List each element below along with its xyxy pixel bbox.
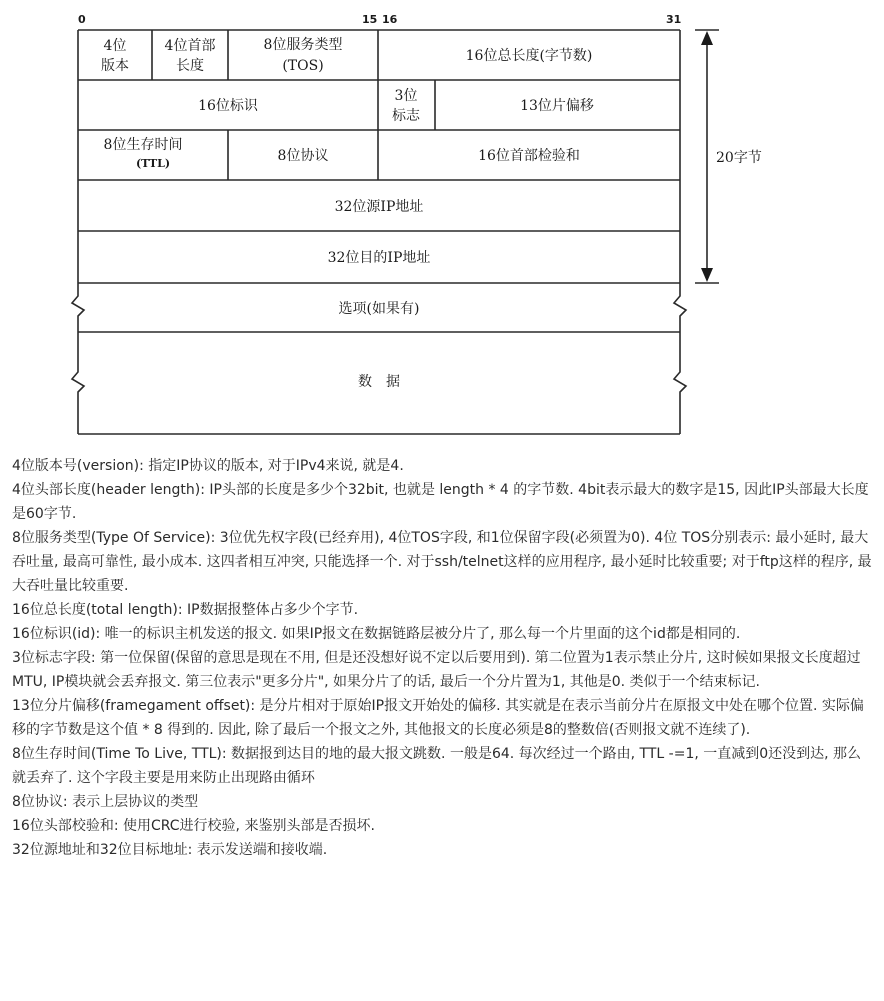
right-break-border (674, 283, 686, 434)
desc-identification: 16位标识(id): 唯一的标识主机发送的报文. 如果IP报文在数据链路层被分片了, 那么每一个片里面的这个id都是相同的. (12, 626, 741, 642)
field-source-ip: 32位源IP地址 (334, 199, 424, 215)
field-tos-label-2: (TOS) (282, 58, 324, 74)
field-identification: 16位标识 (198, 98, 258, 114)
header-size-label: 20字节 (716, 150, 762, 166)
bit-label-31: 31 (666, 13, 682, 26)
field-tos-label: 8位服务类型 (263, 37, 343, 53)
field-fragment-offset: 13位片偏移 (520, 98, 594, 114)
arrow-down-icon (701, 268, 713, 282)
field-ttl-label-2: (TTL) (135, 157, 171, 170)
field-version-label-2: 版本 (101, 58, 129, 74)
field-flags-label: 3位 (394, 88, 418, 104)
left-break-border (72, 283, 84, 434)
field-data: 数 据 (358, 374, 400, 390)
desc-total-length: 16位总长度(total length): IP数据报整体占多少个字节. (12, 602, 359, 618)
field-protocol: 8位协议 (277, 148, 329, 164)
bit-label-0: 0 (78, 13, 86, 26)
desc-fragment-offset: 13位分片偏移(framegament offset): 是分片相对于原始IP报文开始处的偏移. 其实就是在表示当前分片在原报文中处在哪个位置. 实际偏移的字节数是这个值 * 8 得到的. 因此, 除了最后一个报文之外, 其他报文的长度必须是8的整数倍(否则报文就不连续了). (12, 698, 864, 738)
field-descriptions (12, 454, 874, 862)
desc-type-of-service: 8位服务类型(Type Of Service): 3位优先权字段(已经弃用), 4位TOS字段, 和1位保留字段(必须置为0). 4位 TOS分别表示: 最小延时, 最大吞吐量, 最高可靠性, 最小成本. 这四者相互冲突, 只能选择一个. 对于ssh/telnet这样的应用程序, 最小延时比较重要; 对于ftp这样的程序, 最大吞吐量比较重要. (12, 530, 872, 594)
desc-header-length: 4位头部长度(header length): IP头部的长度是多少个32bit, 也就是 length * 4 的字节数. 4bit表示最大的数字是15, 因此IP头部最大长度是60字节. (12, 482, 869, 522)
field-destination-ip: 32位目的IP地址 (327, 250, 431, 266)
field-hlen-label-2: 长度 (176, 58, 204, 74)
field-total-length: 16位总长度(字节数) (465, 48, 593, 64)
arrow-up-icon (701, 31, 713, 45)
field-version-label: 4位 (103, 38, 127, 54)
desc-checksum: 16位头部校验和: 使用CRC进行校验, 来鉴别头部是否损坏. (12, 818, 375, 834)
desc-version: 4位版本号(version): 指定IP协议的版本, 对于IPv4来说, 就是4. (12, 458, 404, 474)
ip-header-diagram (0, 0, 884, 450)
desc-addresses: 32位源地址和32位目标地址: 表示发送端和接收端. (12, 842, 328, 858)
desc-flags: 3位标志字段: 第一位保留(保留的意思是现在不用, 但是还没想好说不定以后要用到). 第二位置为1表示禁止分片, 这时候如果报文长度超过MTU, IP模块就会丢弃报文. 第三位表示"更多分片", 如果分片了的话, 最后一个分片置为1, 其他是0. 类似于一个结束标记. (12, 650, 861, 690)
field-checksum: 16位首部检验和 (478, 148, 580, 164)
field-ttl-label: 8位生存时间 (103, 137, 183, 153)
field-options: 选项(如果有) (338, 301, 420, 317)
bit-label-16: 16 (382, 13, 398, 26)
desc-ttl: 8位生存时间(Time To Live, TTL): 数据报到达目的地的最大报文跳数. 一般是64. 每次经过一个路由, TTL -=1, 一直减到0还没到达, 那么就丢弃了. 这个字段主要是用来防止出现路由循环 (12, 746, 862, 786)
field-hlen-label: 4位首部 (164, 38, 216, 54)
field-flags-label-2: 标志 (392, 108, 420, 124)
bit-label-15: 15 (362, 13, 378, 26)
desc-protocol: 8位协议: 表示上层协议的类型 (12, 794, 199, 810)
